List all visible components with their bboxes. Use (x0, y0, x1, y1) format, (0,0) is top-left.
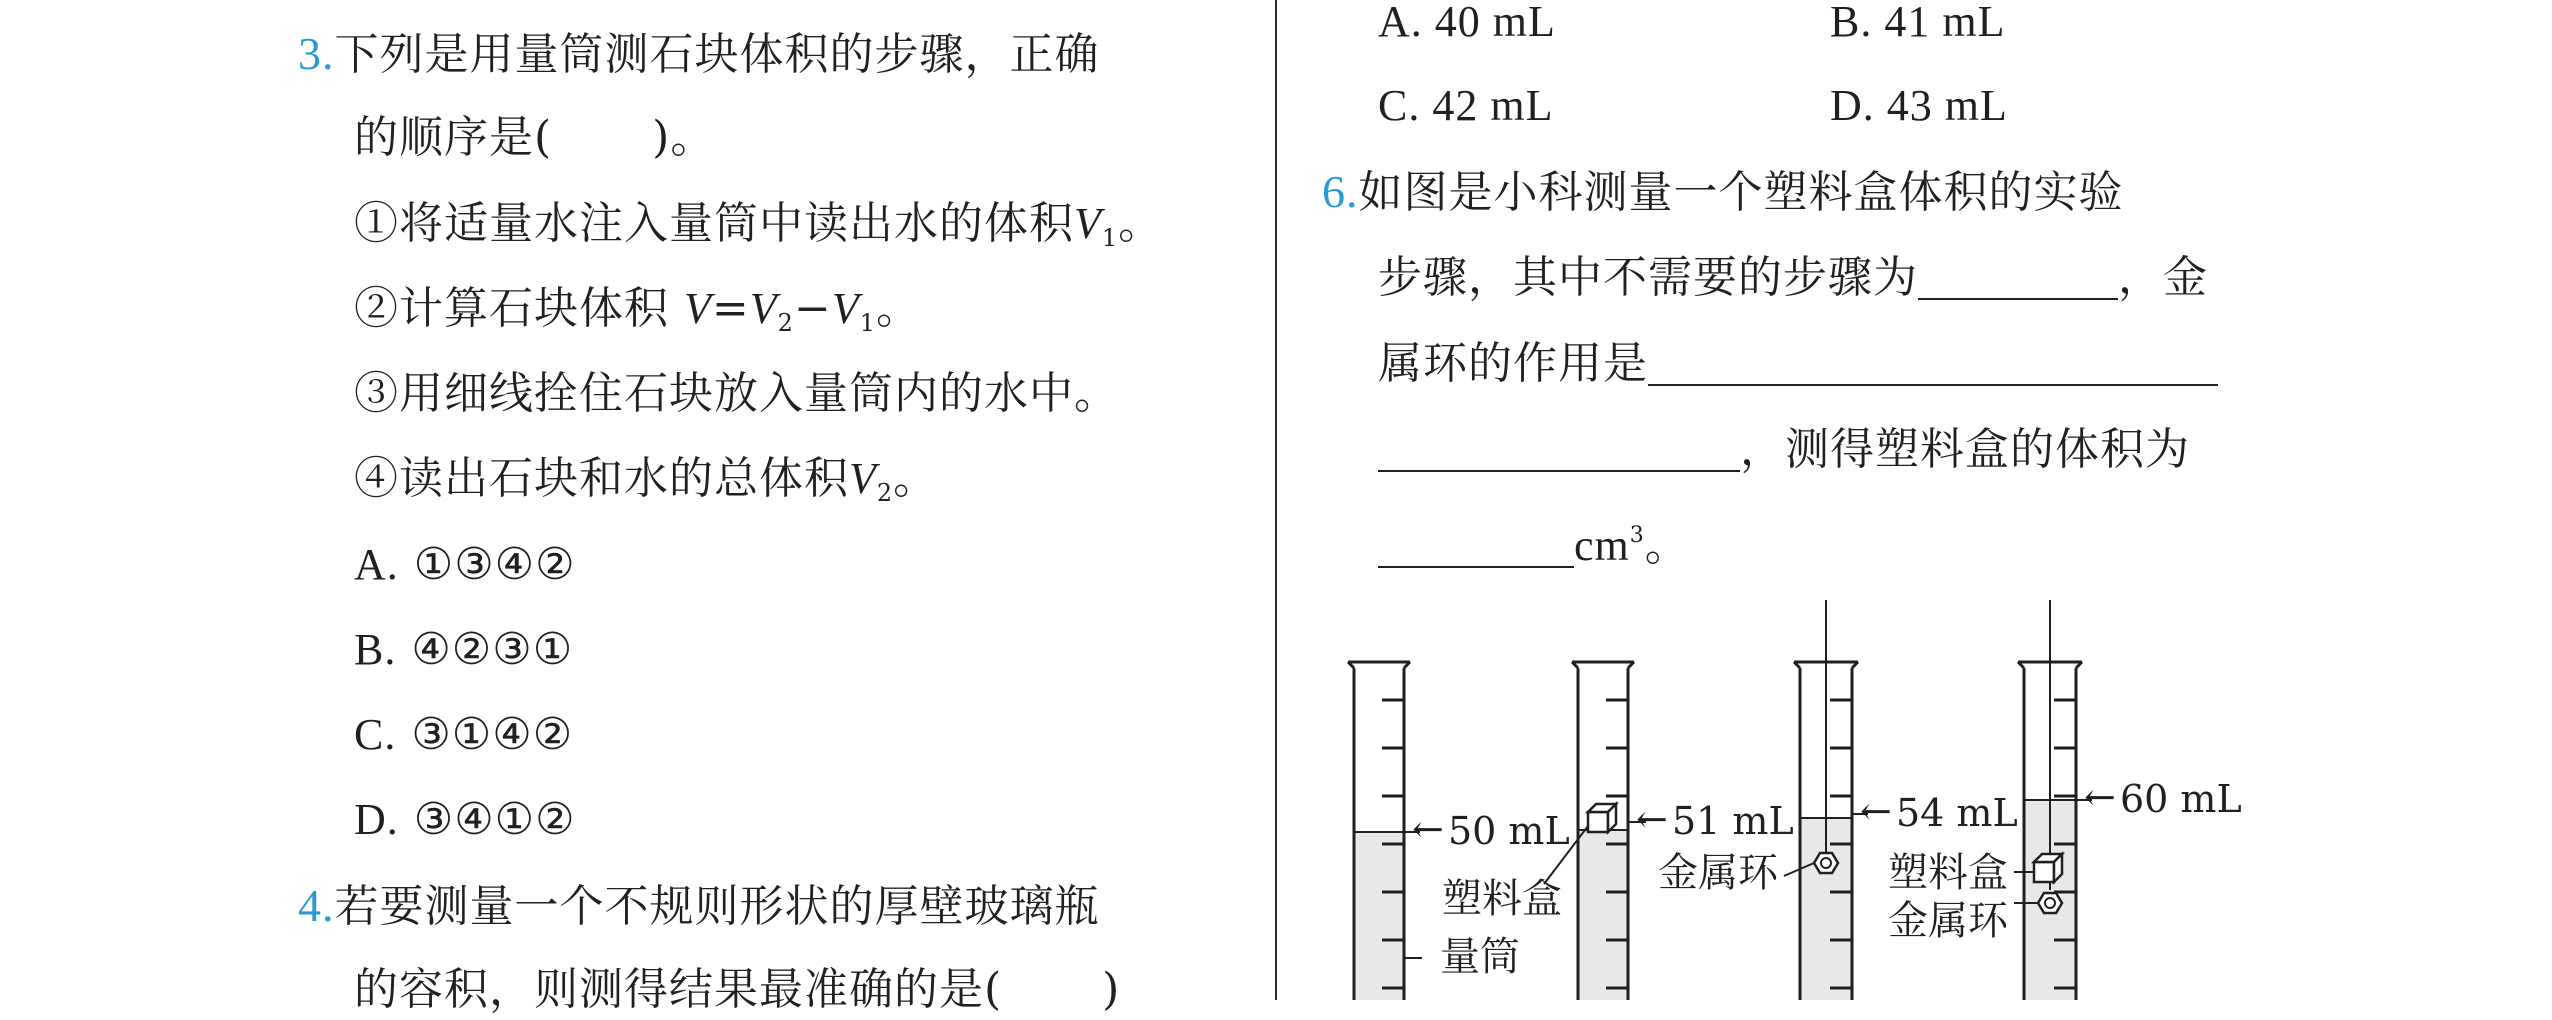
q3-option-c[interactable] (354, 705, 573, 765)
label-plastic-box-2: 塑料盒 (1888, 850, 2008, 896)
cylinder-1-reading: 50 mL (1448, 809, 1570, 853)
q6-blank-volume[interactable] (1378, 522, 1574, 568)
cylinder-1-arrow: ← (1412, 807, 1444, 851)
option-text: 40 mL (1434, 0, 1556, 46)
q3-step2-v2: V (749, 284, 778, 333)
cylinder-figure (1322, 600, 2552, 1000)
q3-step2-text: ②计算石块体积 (354, 283, 669, 334)
cylinder-3-arrow: ← (1860, 789, 1892, 833)
q4-stem-text2b: ) (1102, 964, 1121, 1015)
q3-step4-end: 。 (893, 453, 939, 504)
cylinder-3-reading: 54 mL (1896, 791, 2018, 835)
q4-stem-text1: 若要测量一个不规则形状的厚壁玻璃瓶 (334, 881, 1100, 932)
q6-blank-unneeded-step[interactable] (1918, 254, 2118, 300)
q3-step4 (354, 449, 938, 523)
q3-step4-var: V (849, 454, 877, 503)
column-divider (1275, 0, 1277, 1000)
cylinder-1 (1348, 662, 1422, 1000)
option-label: B. (354, 625, 397, 674)
q3-option-b[interactable] (354, 620, 573, 680)
q6-blank-ring-purpose[interactable] (1648, 340, 2218, 386)
option-label: A. (354, 540, 399, 589)
q3-step2 (354, 279, 921, 353)
q6-text4b: ，测得塑料盒的体积为 (1740, 424, 2190, 475)
q4-stem-line2 (354, 960, 1120, 1020)
q6-number: 6. (1322, 166, 1359, 217)
q6-unit-sup: 3 (1629, 523, 1645, 548)
option-label: C. (354, 710, 397, 759)
option-label: B. (1830, 0, 1873, 46)
label-cylinder: 量筒 (1440, 934, 1520, 980)
label-metal-ring-2: 金属环 (1888, 898, 2008, 944)
q3-step2-minus: − (793, 283, 832, 334)
q3-step2-end: 。 (875, 283, 921, 334)
q3-step4-sub: 2 (876, 479, 894, 507)
cylinder-3 (1784, 600, 1868, 1000)
q3-step2-v1: V (831, 284, 860, 333)
q3-step3: ③用细线拴住石块放入量筒内的水中。 (354, 368, 1119, 419)
option-text: ③①④② (411, 709, 574, 760)
cylinder-2-arrow: ← (1636, 797, 1668, 841)
q3-step1 (354, 194, 1163, 268)
option-text: 41 mL (1884, 0, 2006, 46)
option-text: ①③④② (413, 539, 576, 590)
option-label: D. (354, 795, 399, 844)
q3-step2-sub1: 1 (859, 309, 876, 337)
option-label: D. (1830, 81, 1875, 130)
option-text: ④②③① (411, 624, 574, 675)
q3-option-d[interactable] (354, 790, 576, 850)
cylinder-4-reading: 60 mL (2120, 777, 2242, 821)
q6-text2b: ，金 (2118, 252, 2208, 303)
q3-step1-sub: 1 (1101, 224, 1119, 252)
q6-line5 (1378, 506, 1690, 576)
label-plastic-box: 塑料盒 (1442, 876, 1562, 922)
q3-stem-text1: 下列是用量筒测石块体积的步骤，正确 (334, 29, 1100, 80)
q6-unit: cm (1574, 521, 1630, 570)
q4-stem-text2a: 的容积，则测得结果最准确的是( (354, 964, 1003, 1015)
q6-line4 (1378, 420, 2190, 480)
q5-option-b[interactable] (1830, 0, 2005, 52)
q4-number: 4. (298, 880, 335, 931)
option-label: A. (1378, 0, 1423, 46)
option-text: ③④①② (413, 794, 576, 845)
q6-line1 (1322, 162, 2124, 223)
q6-text2a: 步骤，其中不需要的步骤为 (1378, 252, 1918, 303)
q3-step4-text: ④读出石块和水的总体积 (354, 453, 849, 504)
q3-stem-line1 (298, 24, 1100, 85)
q3-stem-text2a: 的顺序是( (354, 112, 553, 163)
option-label: C. (1378, 81, 1421, 130)
option-text: 42 mL (1432, 81, 1554, 130)
q3-step1-text: ①将适量水注入量筒中读出水的体积 (354, 198, 1074, 249)
cylinder-2-reading: 51 mL (1672, 799, 1794, 843)
q3-stem-text2b: )。 (652, 112, 716, 163)
q6-line2 (1378, 248, 2208, 308)
q6-blank-ring-purpose-cont[interactable] (1378, 426, 1740, 472)
q3-number: 3. (298, 28, 335, 79)
q3-stem-line2 (354, 108, 715, 168)
q5-option-a[interactable] (1378, 0, 1556, 52)
q3-step2-v: V (684, 284, 712, 333)
label-metal-ring: 金属环 (1658, 850, 1778, 896)
q5-option-c[interactable] (1378, 76, 1553, 136)
cylinder-4 (2014, 600, 2092, 1000)
q6-text3a: 属环的作用是 (1378, 338, 1648, 389)
q3-step2-sub2: 2 (777, 309, 794, 337)
q3-step2-eq: = (711, 283, 750, 334)
cylinder-4-arrow: ← (2084, 775, 2116, 819)
q6-text1: 如图是小科测量一个塑料盒体积的实验 (1358, 167, 2124, 218)
q3-step1-var: V (1074, 199, 1102, 248)
q3-option-a[interactable] (354, 535, 576, 595)
q3-step1-end: 。 (1118, 198, 1164, 249)
q4-stem-line1 (298, 876, 1100, 937)
q6-line3 (1378, 334, 2218, 394)
option-text: 43 mL (1886, 81, 2008, 130)
q6-text5-end: 。 (1644, 520, 1690, 571)
q5-option-d[interactable] (1830, 76, 2008, 136)
